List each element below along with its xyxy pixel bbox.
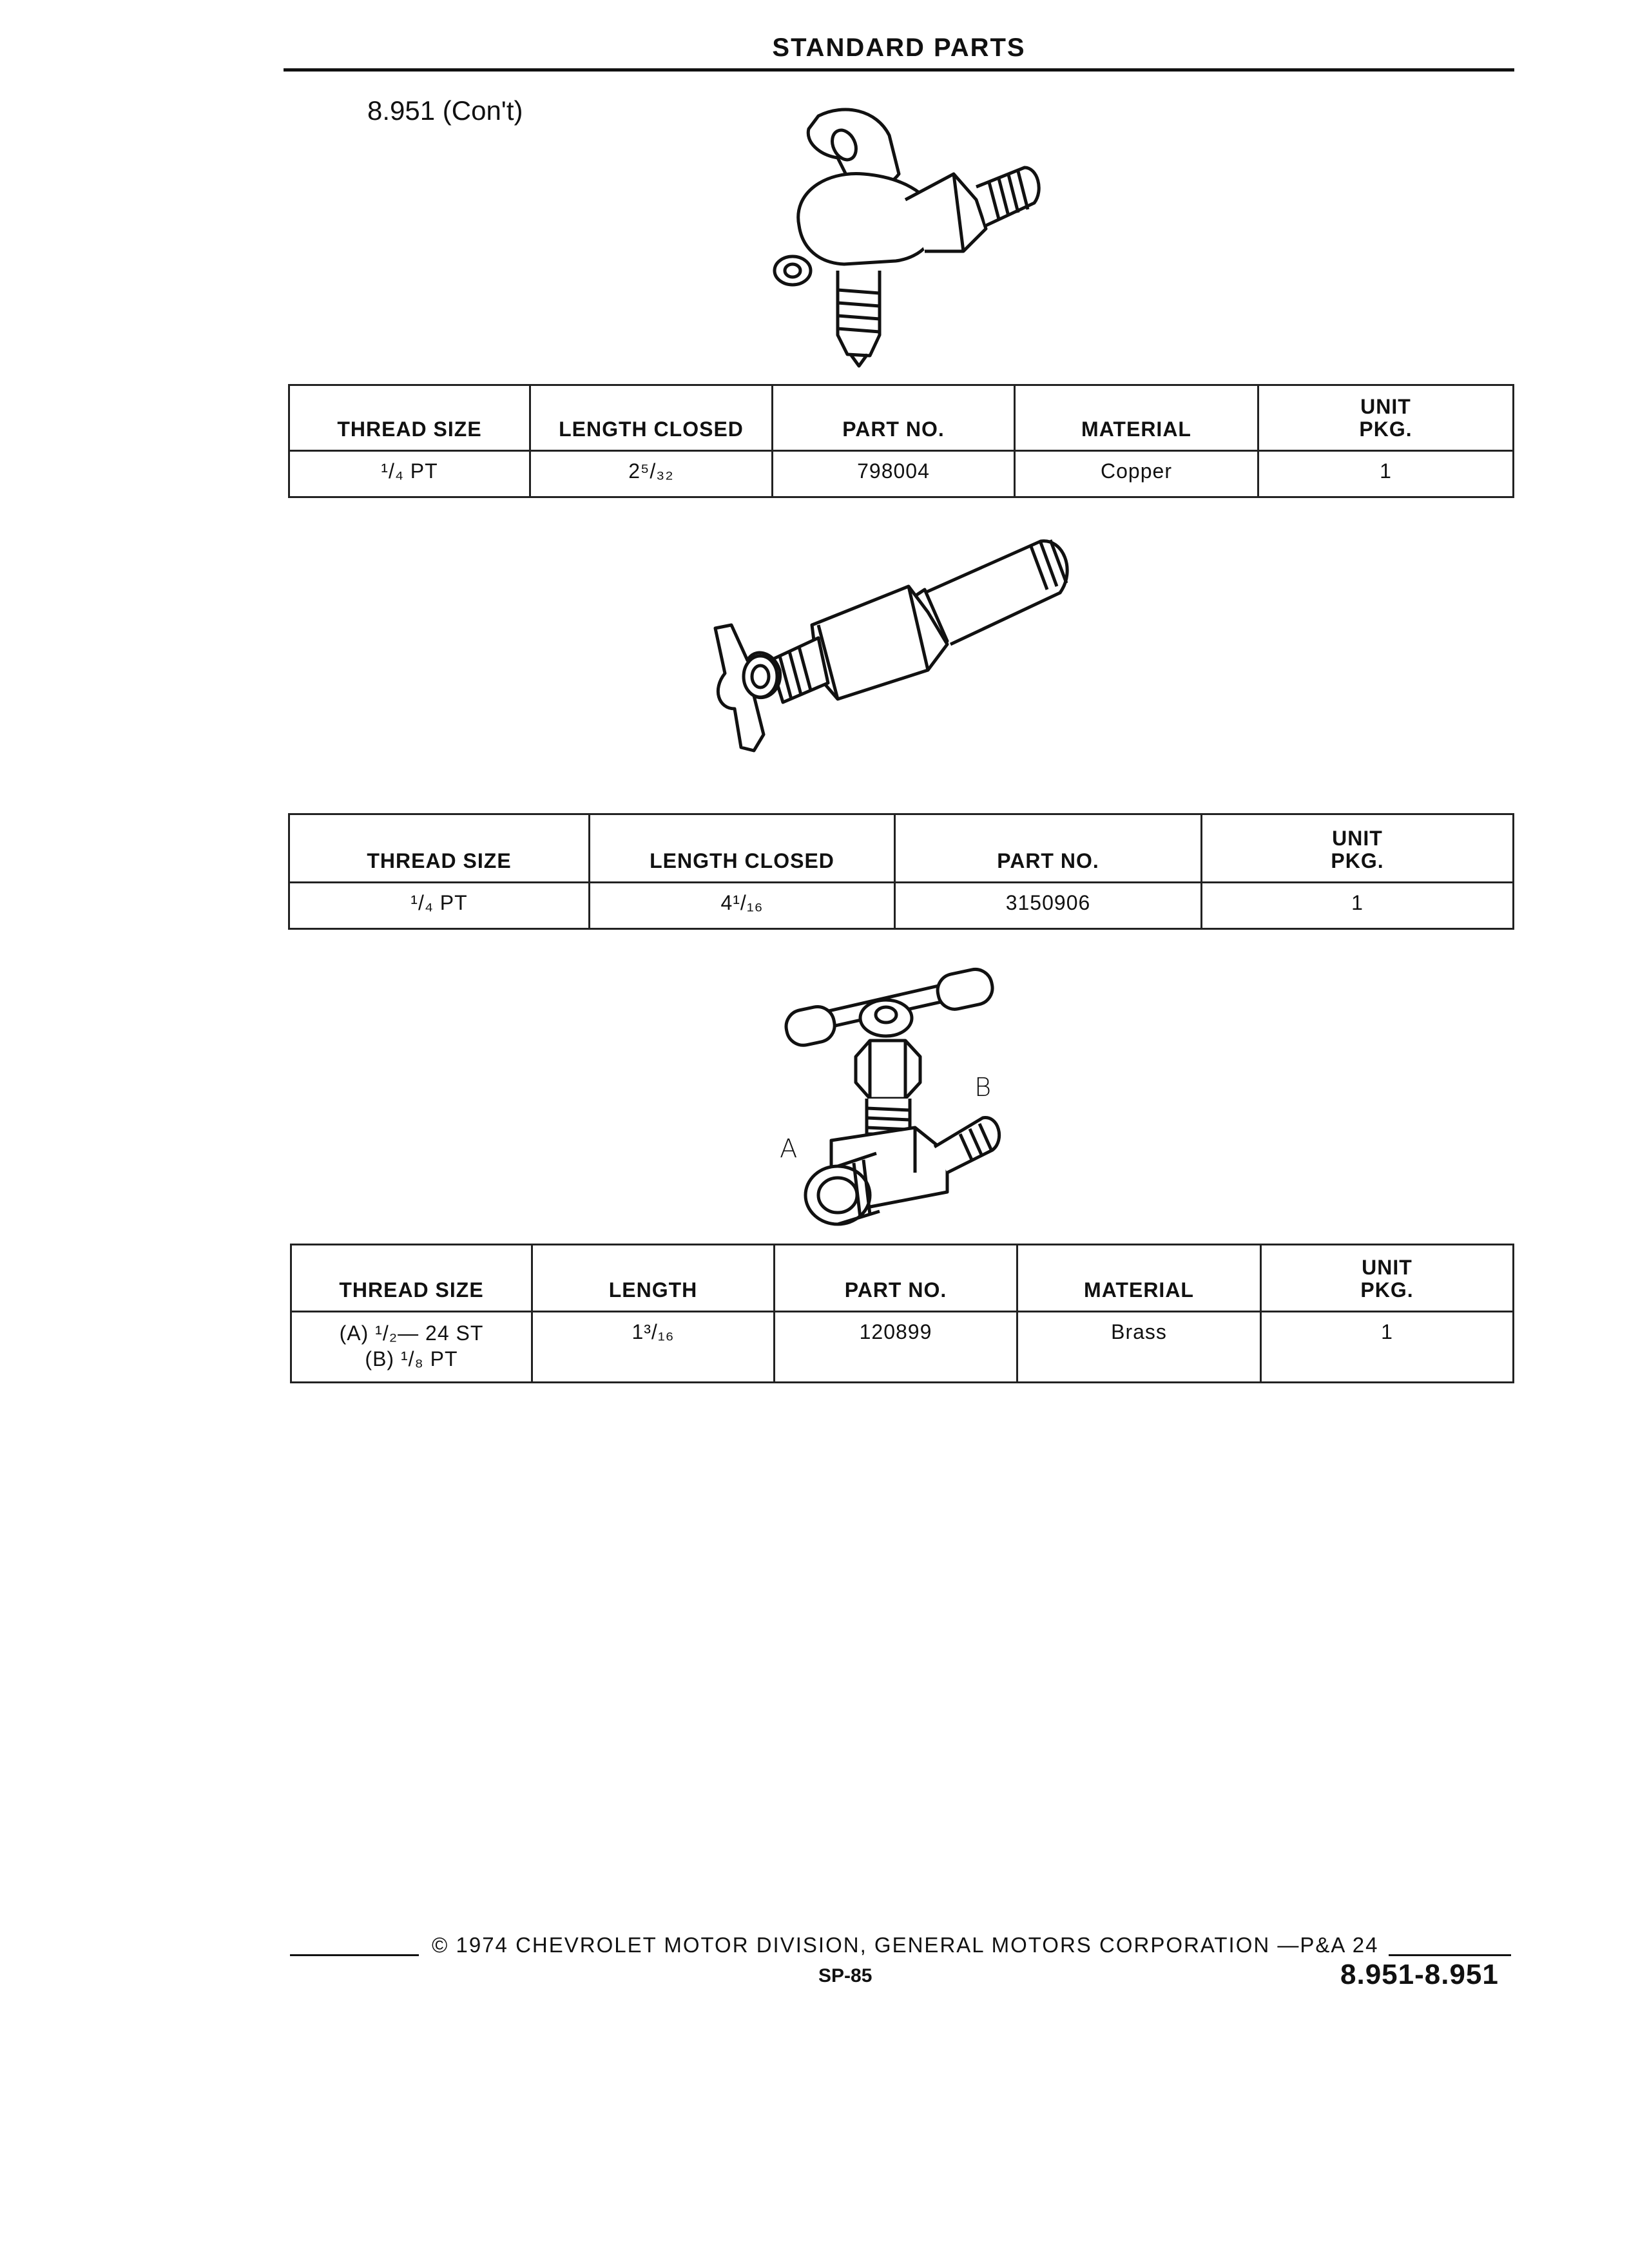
footer-rule-left: [290, 1954, 419, 1956]
cell-unit-pkg: 1: [1202, 883, 1514, 929]
header-rule: [284, 68, 1514, 72]
cell-material: Copper: [1015, 451, 1258, 497]
cell-part-no: 120899: [775, 1312, 1017, 1383]
col-header-material: MATERIAL: [1015, 385, 1258, 451]
col-header-part-no: PART NO.: [773, 385, 1015, 451]
cell-material: Brass: [1017, 1312, 1261, 1383]
table-header-row: [289, 385, 1514, 451]
cell-length: 1³/₁₆: [532, 1312, 775, 1383]
col-header-unit-pkg: UNIT PKG.: [1202, 814, 1514, 883]
col-header-unit-pkg: UNIT PKG.: [1261, 1245, 1514, 1312]
parts-table-drain-cock: [288, 384, 1514, 498]
cell-unit-pkg: 1: [1261, 1312, 1514, 1383]
cell-thread-size: ¹/₄ PT: [289, 451, 530, 497]
cell-length-closed: 2⁵/₃₂: [530, 451, 773, 497]
col-header-part-no: PART NO.: [775, 1245, 1017, 1312]
drain-cock-illustration: [741, 97, 1050, 374]
col-header-unit-pkg: UNIT PKG.: [1258, 385, 1514, 451]
table-row: [289, 883, 1514, 929]
col-header-thread-size: THREAD SIZE: [289, 814, 590, 883]
table-header-row: [289, 814, 1514, 883]
col-header-thread-size: THREAD SIZE: [289, 385, 530, 451]
footer-page-number: SP-85: [818, 1965, 872, 1986]
needle-valve-illustration: [767, 954, 1063, 1244]
col-header-length-closed: LENGTH CLOSED: [590, 814, 895, 883]
footer-copyright: © 1974 CHEVROLET MOTOR DIVISION, GENERAL MOTORS CORPORATION —P&A 24: [432, 1933, 1379, 1957]
shutoff-valve-illustration: [702, 522, 1102, 780]
parts-table-needle-valve: [290, 1244, 1514, 1383]
cell-thread-size: ¹/₄ PT: [289, 883, 590, 929]
footer-section-range: 8.951-8.951: [1340, 1959, 1499, 1990]
callout-label-a: A: [780, 1134, 798, 1164]
section-id: 8.951 (Con't): [367, 95, 523, 126]
footer-rule-right: [1389, 1954, 1511, 1956]
col-header-material: MATERIAL: [1017, 1245, 1261, 1312]
cell-length-closed: 4¹/₁₆: [590, 883, 895, 929]
col-header-length-closed: LENGTH CLOSED: [530, 385, 773, 451]
callout-label-b: B: [974, 1073, 992, 1102]
col-header-thread-size: THREAD SIZE: [291, 1245, 532, 1312]
table-row: [289, 451, 1514, 497]
cell-thread-size: (A) ¹/₂— 24 ST (B) ¹/₈ PT: [291, 1312, 532, 1383]
cell-unit-pkg: 1: [1258, 451, 1514, 497]
col-header-part-no: PART NO.: [895, 814, 1202, 883]
parts-table-shutoff-valve: [288, 813, 1514, 930]
cell-part-no: 3150906: [895, 883, 1202, 929]
table-header-row: [291, 1245, 1514, 1312]
cell-part-no: 798004: [773, 451, 1015, 497]
page-header-title: STANDARD PARTS: [772, 34, 1026, 62]
table-row: [291, 1312, 1514, 1383]
col-header-length: LENGTH: [532, 1245, 775, 1312]
